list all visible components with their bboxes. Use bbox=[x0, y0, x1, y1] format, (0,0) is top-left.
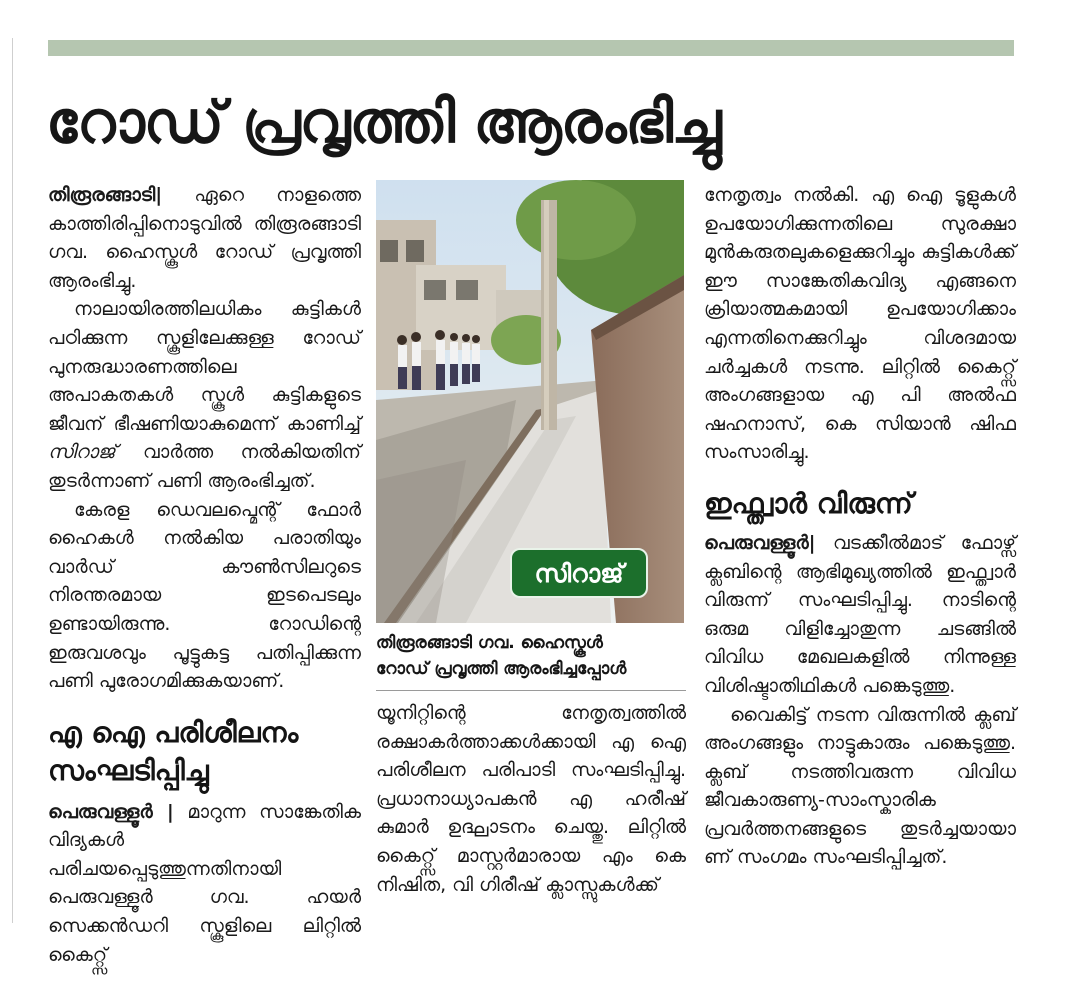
story1-p2-newspaper-name: സിറാജ് bbox=[48, 441, 116, 464]
newspaper-logo-badge: സിറാജ് bbox=[510, 548, 648, 598]
story2-headline bbox=[48, 714, 361, 790]
story3-lead-text: വടക്കീൽമാട് ഫോഴ്സ് ക്ലബിന്റെ ആഭിമുഖ്യത്തിൽ ഇഫ്ത്വാർ വിരുന്ന് സംഘടിപ്പിച്ചു. നാടിന്റെ ഒരുമ വിളിച്ചോതുന്ന ചടങ്ങിൽ വിവിധ മേഖലകളിൽ നിന്നുള്ള വിശിഷ്ടാതിഥികൾ പങ്കെടുത്തു. bbox=[704, 531, 1016, 697]
story2-headline-line-1: എ ഐ പരിശീലനം bbox=[48, 715, 299, 749]
story2-paragraph-2: യൂനിറ്റിന്റെ നേതൃത്വത്തിൽ രക്ഷാകർത്താക്കൾക്കായി എ ഐ പരിശീലന പരിപാടി സംഘടിപ്പിച്ചു. പ്രധാനാധ്യാപകൻ എ ഹരീഷ് കുമാർ ഉദ്ഘാടനം ചെയ്തു. ലിറ്റിൽ കൈറ്റ്സ് മാസ്റ്റർമാരായ എം കെ നിഷിത, വി ഗിരീഷ് ക്ലാസ്സുകൾക്ക് bbox=[376, 702, 686, 896]
story1-paragraph-2 bbox=[48, 295, 361, 495]
story3-dateline: പെരുവള്ളൂർ| bbox=[704, 531, 816, 554]
top-color-band bbox=[48, 40, 1014, 56]
photo-caption-line-1: തിരൂരങ്ങാടി ഗവ. ഹൈസ്കൂൾ bbox=[376, 633, 603, 653]
photo-caption bbox=[376, 630, 686, 682]
story1-lead-text: ഏറെ നാളത്തെ കാത്തിരിപ്പിനൊടുവിൽ തിരൂരങ്ങാടി ഗവ. ഹൈസ്കൂൾ റോഡ് പ്രവൃത്തി ആരംഭിച്ചു. bbox=[48, 184, 361, 292]
column-3 bbox=[704, 181, 1016, 872]
story1-p2-text: നാലായിരത്തിലധികം കുട്ടികൾ പഠിക്കുന്ന സ്കൂളിലേക്കുള്ള റോഡ് പുനരുദ്ധാരണത്തിലെ അപാകതകൾ സ്കൂൾ കുട്ടികളുടെ ജീവന് ഭീഷണിയാകുമെന്ന് കാണിച്ച് bbox=[48, 298, 361, 435]
story1-paragraph-1 bbox=[48, 181, 361, 295]
story2-headline-line-2: സംഘടിപ്പിച്ചു bbox=[48, 753, 209, 787]
story1-paragraph-3: കേരള ഡെവലപ്മെന്റ് ഫോർ ഹൈകൾ നൽകിയ പരാതിയും വാർഡ് കൗൺസിലറുടെ നിരന്തരമായ ഇടപെടലും ഉണ്ടായിരുന്നു. റോഡിന്റെ ഇരുവശവും പൂട്ടുകട്ട പതിപ്പിക്കുന്ന പണി പുരോഗമിക്കുകയാണ്. bbox=[48, 498, 361, 693]
story2-dateline: പെരുവള്ളൂർ | bbox=[48, 800, 174, 823]
story1-p2-text-end: വാർത്ത നൽകിയതിന് തുടർന്നാണ് പണി ആരംഭിച്ചത്. bbox=[48, 441, 361, 492]
story3-paragraph-1 bbox=[704, 529, 1016, 701]
caption-divider bbox=[376, 690, 686, 691]
column-1 bbox=[48, 181, 361, 969]
story3-paragraph-2: വൈകിട്ട് നടന്ന വിരുന്നിൽ ക്ലബ് അംഗങ്ങളും നാട്ടുകാരും പങ്കെടുത്തു. ക്ലബ് നടത്തിവരുന്ന വിവിധ ജീവകാരുണ്യ-സാംസ്കാരിക പ്രവർത്തനങ്ങളുടെ തുടർച്ചയായാ ണ് സംഗമം സംഘടിപ്പിച്ചത്. bbox=[704, 703, 1016, 869]
column-2 bbox=[376, 699, 686, 899]
story2-paragraph-3: നേതൃത്വം നൽകി. എ ഐ ടൂളുകൾ ഉപയോഗിക്കുന്നതിലെ സുരക്ഷാ മുൻകരുതലുകളെക്കുറിച്ചും കുട്ടികൾക്ക് ഈ സാങ്കേതികവിദ്യ എങ്ങനെ ക്രിയാത്മകമായി ഉപയോഗിക്കാം എന്നതിനെക്കുറിച്ചും വിശദമായ ചർച്ചകൾ നടന്നു. ലിറ്റിൽ കൈറ്റ്സ് അംഗങ്ങളായ എ പി അൽഫ ഷഹനാസ്, കെ സിയാൻ ഷിഫ സംസാരിച്ചു. bbox=[704, 184, 1016, 464]
story2-col1-text: മാറുന്ന സാങ്കേതിക വിദ്യകൾ പരിചയപ്പെടുത്തുന്നതിനായി പെരുവള്ളൂർ ഗവ. ഹയർ സെക്കൻഡറി സ്കൂളിലെ ലിറ്റിൽ കൈറ്റ്സ് bbox=[48, 800, 361, 966]
photo-caption-line-2: റോഡ് പ്രവൃത്തി ആരംഭിച്ചപ്പോൾ bbox=[376, 659, 627, 679]
page-edge-rule bbox=[12, 38, 13, 923]
story2-paragraph-1 bbox=[48, 798, 361, 970]
main-headline: റോഡ് പ്രവൃത്തി ആരംഭിച്ചു bbox=[46, 88, 721, 156]
story1-dateline: തിരൂരങ്ങാടി| bbox=[48, 184, 163, 206]
story3-headline: ഇഫ്ത്വാർ വിരുന്ന് bbox=[704, 486, 913, 520]
